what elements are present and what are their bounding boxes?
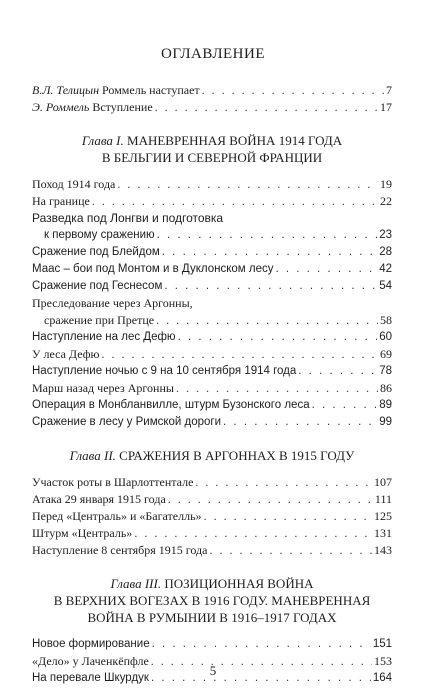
dot-leader: [155, 99, 378, 116]
entry-page: 111: [374, 492, 392, 506]
entry-page: 143: [374, 543, 392, 557]
dot-leader: [195, 474, 372, 491]
dot-leader: [168, 491, 373, 508]
intro-entry: [32, 82, 392, 99]
toc-entry: [32, 491, 392, 508]
dot-leader: [178, 329, 378, 346]
entry-page: 69: [380, 347, 392, 361]
dot-leader: [101, 346, 378, 363]
chapter-heading: [32, 575, 392, 626]
chapter-title: В БЕЛЬГИИ И СЕВЕРНОЙ ФРАНЦИИ: [101, 150, 323, 165]
entry-title: Маас – бои под Монтом и в Дуклонском лесу: [32, 263, 274, 275]
entry-title: Наступление 8 сентября 1915 года: [32, 543, 208, 557]
entry-title-first-line: Преследование через Аргонны,: [32, 296, 193, 310]
entry-title: к первому сражению: [44, 229, 155, 241]
toc-entry: [32, 278, 392, 295]
toc-entry: [32, 542, 392, 559]
dot-leader: [134, 525, 372, 542]
entry-author: В.Л. Телицын: [32, 83, 100, 97]
entry-author: Э. Роммель: [32, 100, 90, 114]
dot-leader: [312, 397, 378, 414]
toc-entry: [32, 312, 392, 329]
entry-page: 42: [379, 263, 392, 275]
page-number: 5: [209, 663, 217, 678]
entry-page: 28: [379, 246, 392, 258]
entry-page: 7: [386, 83, 392, 97]
toc-entry: [32, 346, 392, 363]
dot-leader: [275, 261, 377, 278]
toc-entry: [32, 636, 392, 653]
dot-leader: [152, 636, 371, 653]
toc-entry: [32, 474, 392, 491]
entry-title: На границе: [32, 194, 90, 208]
entry-title: Марш назад через Аргонны: [32, 381, 174, 395]
toc-entry: [32, 508, 392, 525]
entry-page: 107: [374, 475, 392, 489]
dot-leader: [223, 414, 377, 431]
entry-title: Поход 1914 года: [32, 177, 116, 191]
dot-leader: [209, 542, 372, 559]
chapter-label: Глава I.: [81, 133, 124, 148]
chapter-title: СРАЖЕНИЯ В АРГОННАХ В 1915 ГОДУ: [119, 448, 355, 463]
chapter-title: ПОЗИЦИОННАЯ ВОЙНА: [164, 576, 314, 591]
dot-leader: [157, 227, 378, 244]
entry-title: Сражение под Геснесом: [32, 280, 163, 292]
toc-entry: [32, 176, 392, 193]
dot-leader: [117, 176, 378, 193]
entry-title: Роммель наступает: [102, 83, 200, 97]
dot-leader: [202, 82, 384, 99]
entry-page: 164: [372, 672, 392, 684]
entry-title: Вступление: [92, 100, 153, 114]
entry-page: 86: [380, 381, 392, 395]
entry-page: 151: [372, 638, 392, 650]
dot-leader: [162, 244, 377, 261]
dot-leader: [156, 312, 378, 329]
entry-title: Штурм «Централь»: [32, 526, 133, 540]
chapter-heading-line: [32, 575, 392, 592]
entry-title: Участок роты в Шарлоттентале: [32, 475, 194, 489]
toc-entry: [32, 380, 392, 397]
toc-entry: [32, 193, 392, 210]
chapter-heading: [32, 447, 392, 464]
toc-body: [32, 82, 392, 687]
entry-title: Перед «Централь» и «Багателль»: [32, 509, 202, 523]
toc-entry: [32, 525, 392, 542]
entry-page: 99: [379, 416, 392, 428]
toc-entry: [32, 414, 392, 431]
chapter-label: Глава II.: [69, 448, 116, 463]
entry-page: 78: [379, 365, 392, 377]
entry-page: 23: [379, 229, 392, 241]
entry-page: 17: [380, 100, 392, 114]
entry-title: Операция в Монбланвилле, штурм Бузонского леса: [32, 399, 310, 411]
chapter-heading-line: [32, 592, 392, 609]
toc-entry: [32, 397, 392, 414]
entry-page: 153: [374, 654, 392, 668]
chapter-label: Глава III.: [110, 576, 162, 591]
entry-page: 60: [379, 331, 392, 343]
dot-leader: [204, 508, 372, 525]
toc-entry: [32, 261, 392, 278]
entry-title: сражение при Претце: [44, 313, 155, 327]
entry-title: На перевале Шкурдук: [32, 672, 149, 684]
entry-page: 58: [380, 313, 392, 327]
toc-entry: [32, 363, 392, 380]
chapter-list: [32, 132, 392, 687]
chapter-heading-line: [32, 132, 392, 149]
toc-entry: [32, 244, 392, 261]
entry-page: 125: [374, 509, 392, 523]
intro-entry: [32, 99, 392, 116]
entry-title: Сражение под Блейдом: [32, 246, 160, 258]
chapter-heading: [32, 132, 392, 166]
entry-page: 22: [380, 194, 392, 208]
entry-title: Наступление на лес Дефю: [32, 331, 176, 343]
entry-title: Сражение в лесу у Римской дороги: [32, 416, 222, 428]
chapter-heading-line: [32, 149, 392, 166]
entry-page: 54: [379, 280, 392, 292]
toc-entry: [32, 227, 392, 244]
page-title: ОГЛАВЛЕНИЕ: [161, 46, 265, 62]
entry-page: 89: [379, 399, 392, 411]
dot-leader: [176, 380, 378, 397]
dot-leader: [164, 278, 377, 295]
dot-leader: [298, 363, 377, 380]
entry-title: Наступление ночью с 9 на 10 сентября 1914 года: [32, 365, 297, 377]
entry-title: Новое формирование: [32, 638, 150, 650]
chapter-title: МАНЕВРЕННАЯ ВОЙНА 1914 ГОДА: [127, 133, 343, 148]
chapter-title: В ВЕРХНИХ ВОГЕЗАХ В 1916 ГОДУ. МАНЕВРЕННАЯ: [53, 593, 371, 608]
chapter-heading-line: [32, 447, 392, 464]
toc-entry: [32, 329, 392, 346]
entry-title: Атака 29 января 1915 года: [32, 492, 166, 506]
entry-title: У леса Дефю: [32, 347, 100, 361]
entry-title: «Дело» у Лаченкёпфле: [32, 654, 149, 668]
entry-page: 131: [374, 526, 392, 540]
entry-title-first-line: Разведка под Лонгви и подготовка: [32, 211, 224, 225]
dot-leader: [92, 193, 378, 210]
chapter-heading-line: [32, 609, 392, 626]
entry-page: 19: [380, 177, 392, 191]
chapter-title: ВОЙНА В РУМЫНИИ В 1916–1917 ГОДАХ: [87, 610, 337, 625]
